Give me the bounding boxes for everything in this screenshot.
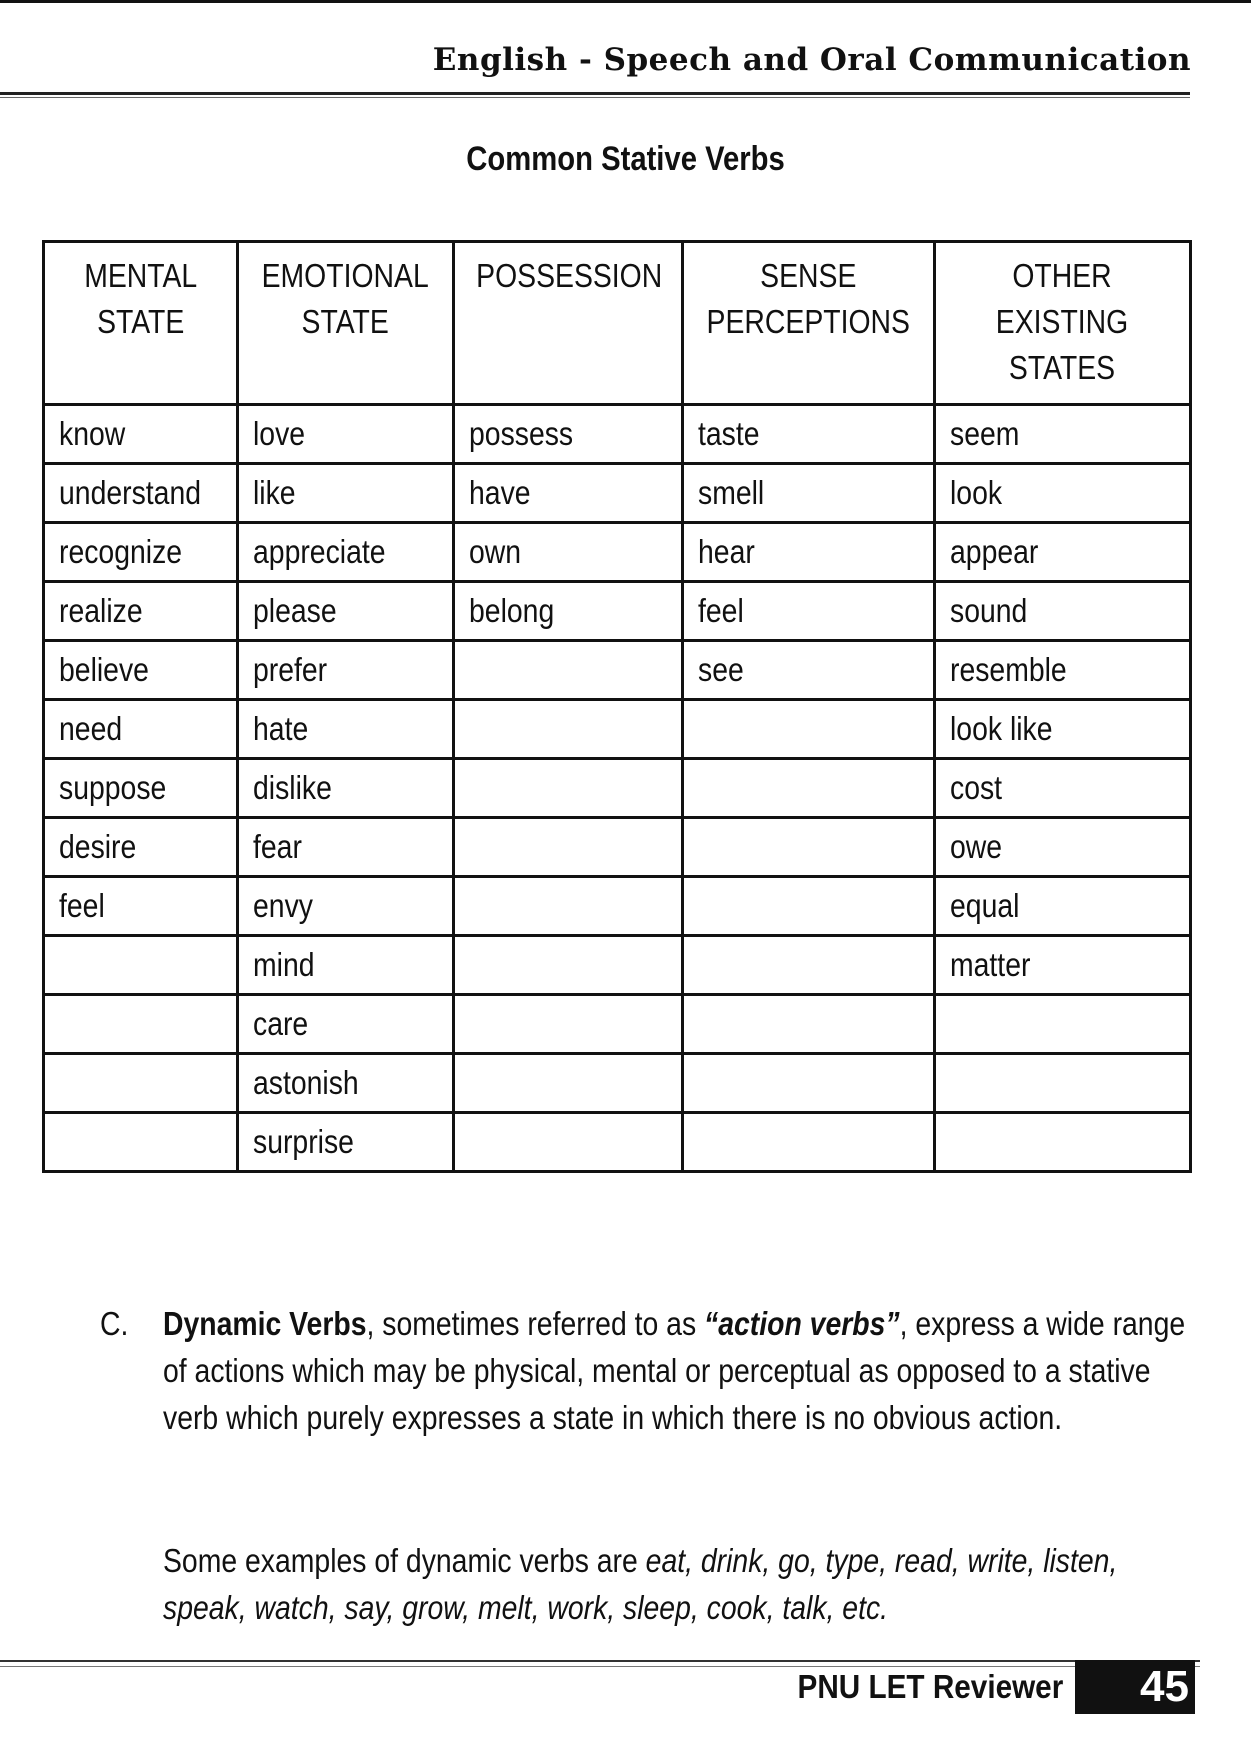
table-cell <box>44 1113 238 1172</box>
table-cell: astonish <box>237 1054 453 1113</box>
table-cell: equal <box>934 877 1190 936</box>
table-row <box>44 818 1191 877</box>
table-row <box>44 1113 1191 1172</box>
example-list: eat, drink, go, type, read, write, listen, speak, watch, say, grow, melt, work, sleep, cook, talk, etc. <box>163 1542 1118 1626</box>
table-cell: sound <box>934 582 1190 641</box>
table-cell <box>683 995 935 1054</box>
table-cell <box>683 759 935 818</box>
table-body <box>44 405 1191 1172</box>
quoted-term: “action verbs” <box>704 1305 900 1342</box>
table-cell <box>683 700 935 759</box>
footer-rule <box>0 1660 1200 1662</box>
table-cell: care <box>237 995 453 1054</box>
column-header: SENSE PERCEPTIONS <box>683 242 935 405</box>
table-cell: dislike <box>237 759 453 818</box>
table-cell: resemble <box>934 641 1190 700</box>
table-cell: fear <box>237 818 453 877</box>
table-cell: owe <box>934 818 1190 877</box>
page-number: 45 <box>1075 1660 1195 1714</box>
table-cell: feel <box>683 582 935 641</box>
table-cell: believe <box>44 641 238 700</box>
table-cell: need <box>44 700 238 759</box>
table-cell: matter <box>934 936 1190 995</box>
table-cell: seem <box>934 405 1190 464</box>
table-cell: hate <box>237 700 453 759</box>
table-cell <box>453 700 682 759</box>
table-cell: smell <box>683 464 935 523</box>
table-cell: know <box>44 405 238 464</box>
table-row <box>44 700 1191 759</box>
table-row <box>44 464 1191 523</box>
dynamic-verbs-examples: Some examples of dynamic verbs are eat, drink, go, type, read, write, listen, speak, watch, say, grow, melt, work, sleep, cook, talk, etc. <box>163 1542 1118 1626</box>
table-cell <box>683 936 935 995</box>
table-title: Common Stative Verbs <box>466 140 785 178</box>
table-row <box>44 582 1191 641</box>
table-cell: see <box>683 641 935 700</box>
header-rule-thin <box>0 97 1190 98</box>
table-cell <box>453 936 682 995</box>
column-header: EMOTIONAL STATE <box>237 242 453 405</box>
footer-label: PNU LET Reviewer <box>797 1668 1063 1705</box>
table-cell <box>683 1113 935 1172</box>
table-cell <box>453 641 682 700</box>
table-row <box>44 523 1191 582</box>
table-row <box>44 759 1191 818</box>
table-cell: appear <box>934 523 1190 582</box>
table-cell <box>453 1113 682 1172</box>
table-row <box>44 995 1191 1054</box>
table-cell <box>683 877 935 936</box>
table-cell <box>934 1054 1190 1113</box>
column-header: POSSESSION <box>453 242 682 405</box>
term-dynamic-verbs: Dynamic Verbs <box>163 1305 367 1342</box>
table-row <box>44 1054 1191 1113</box>
table-cell: cost <box>934 759 1190 818</box>
column-header: MENTAL STATE <box>44 242 238 405</box>
table-cell <box>453 995 682 1054</box>
table-cell: taste <box>683 405 935 464</box>
table-cell: recognize <box>44 523 238 582</box>
footer-rule-thin <box>0 1666 1200 1667</box>
table-cell: love <box>237 405 453 464</box>
table-cell: realize <box>44 582 238 641</box>
table-cell: appreciate <box>237 523 453 582</box>
table-cell: look like <box>934 700 1190 759</box>
table-cell: please <box>237 582 453 641</box>
table-cell <box>683 1054 935 1113</box>
table-cell: like <box>237 464 453 523</box>
table-cell <box>44 936 238 995</box>
table-cell: possess <box>453 405 682 464</box>
table-cell: understand <box>44 464 238 523</box>
table-cell: hear <box>683 523 935 582</box>
table-cell: feel <box>44 877 238 936</box>
table-cell <box>683 818 935 877</box>
running-header: English - Speech and Oral Communication <box>432 42 1191 78</box>
table-cell: look <box>934 464 1190 523</box>
table-cell <box>44 1054 238 1113</box>
table-cell <box>453 877 682 936</box>
table-cell <box>453 759 682 818</box>
header-rule <box>0 92 1190 95</box>
table-row <box>44 936 1191 995</box>
table-cell: suppose <box>44 759 238 818</box>
table-cell <box>44 995 238 1054</box>
table-cell <box>934 995 1190 1054</box>
table-cell: belong <box>453 582 682 641</box>
table-cell: have <box>453 464 682 523</box>
dynamic-verbs-definition: Dynamic Verbs, sometimes referred to as “action verbs”, express a wide range of actions which may be physical, mental or perceptual as opposed to a stative verb which purely expresses a state in which there is no obvious action. <box>163 1305 1186 1436</box>
table-cell: prefer <box>237 641 453 700</box>
table-row <box>44 641 1191 700</box>
table-header-row <box>44 242 1191 405</box>
table-row <box>44 405 1191 464</box>
column-header: OTHER EXISTING STATES <box>934 242 1190 405</box>
table-cell <box>453 1054 682 1113</box>
table-cell: mind <box>237 936 453 995</box>
table-cell <box>453 818 682 877</box>
section-letter: C. <box>100 1305 129 1342</box>
stative-verbs-table <box>42 240 1192 1173</box>
table-row <box>44 877 1191 936</box>
table-cell <box>934 1113 1190 1172</box>
table-cell: desire <box>44 818 238 877</box>
table-cell: surprise <box>237 1113 453 1172</box>
table-cell: envy <box>237 877 453 936</box>
table-cell: own <box>453 523 682 582</box>
top-rule <box>0 0 1251 3</box>
